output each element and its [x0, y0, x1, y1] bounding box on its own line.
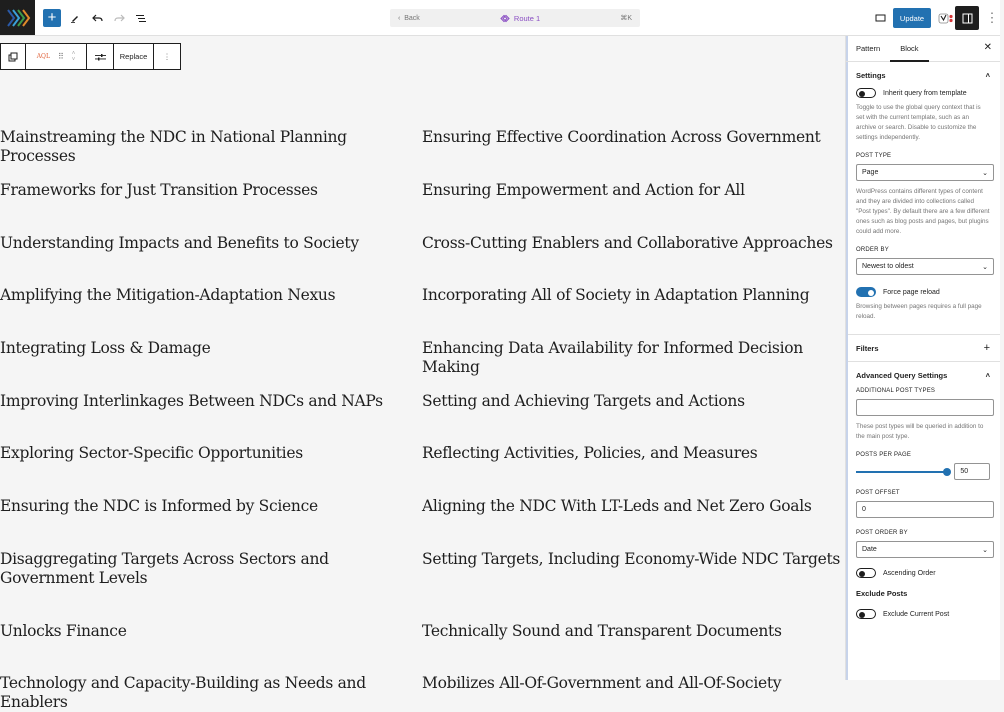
post-title-link[interactable]: Aligning the NDC With LT-Leds and Net Zero Goals — [422, 497, 812, 515]
additional-post-types-help: These post types will be queried in addition to the main post type. — [856, 423, 984, 440]
exclude-current-label: Exclude Current Post — [883, 610, 950, 618]
post-title-link[interactable]: Amplifying the Mitigation-Adaptation Nexus — [0, 286, 336, 304]
post-title-link[interactable]: Ensuring Empowerment and Action for All — [422, 181, 745, 199]
close-icon[interactable]: ✕ — [983, 42, 992, 53]
post-offset-input[interactable]: 0 — [856, 501, 994, 518]
settings-panel-icon[interactable] — [955, 6, 979, 30]
post-title-link[interactable]: Incorporating All of Society in Adaptation Planning — [422, 286, 810, 304]
pattern-diamond-icon — [500, 14, 510, 23]
editor-canvas[interactable] — [0, 36, 845, 711]
block-type-group[interactable] — [26, 44, 87, 69]
chevron-up-icon: ˄ — [985, 370, 990, 380]
post-type-value: Page — [862, 169, 879, 176]
block-toolbar — [0, 43, 181, 70]
settings-title: Settings — [856, 70, 886, 80]
editor-topbar — [0, 0, 1000, 36]
chevron-down-icon: ⌄ — [982, 546, 988, 554]
post-title-link[interactable]: Understanding Impacts and Benefits to Society — [0, 234, 359, 252]
list-view-icon[interactable] — [129, 6, 153, 30]
site-logo-icon — [5, 7, 31, 29]
inherit-query-help: Toggle to use the global query context that is set with the current template, such as an archive or search. Disable to customize the settings independently. — [856, 104, 981, 141]
force-reload-label: Force page reload — [883, 288, 940, 296]
update-button[interactable]: Update — [893, 8, 931, 28]
back-label: Back — [404, 14, 420, 22]
force-reload-toggle-row — [856, 287, 990, 297]
post-title-link[interactable]: Mobilizes All-Of-Government and All-Of-Society — [422, 674, 782, 692]
order-by-select[interactable] — [856, 258, 994, 275]
chevron-down-icon: ⌄ — [982, 169, 988, 177]
posts-per-page-input[interactable]: 50 — [954, 463, 990, 480]
settings-panel-header[interactable] — [846, 62, 1000, 88]
post-order-by-select[interactable] — [856, 541, 994, 558]
post-title-link[interactable]: Mainstreaming the NDC in National Planning Processes — [0, 128, 347, 165]
order-by-value: Newest to oldest — [862, 263, 914, 270]
settings-sidebar — [845, 36, 1000, 680]
post-title-link[interactable]: Integrating Loss & Damage — [0, 339, 211, 357]
edit-pen-icon[interactable] — [63, 6, 87, 30]
order-by-label: ORDER BY — [856, 247, 889, 253]
display-settings-button[interactable] — [87, 44, 114, 69]
post-title-link[interactable]: Ensuring the NDC is Informed by Science — [0, 497, 318, 515]
post-title-link[interactable]: Technically Sound and Transparent Documents — [422, 622, 782, 640]
tab-block[interactable]: Block — [890, 36, 928, 62]
drag-handle-icon[interactable]: ⠿ — [57, 52, 64, 61]
post-title-link[interactable]: Enhancing Data Availability for Informed Decision Making — [422, 339, 803, 376]
post-title-link[interactable]: Disaggregating Targets Across Sectors and Government Levels — [0, 550, 329, 587]
advanced-query-header[interactable] — [846, 362, 1000, 388]
exclude-posts-title: Exclude Posts — [856, 589, 908, 598]
posts-per-page-slider[interactable] — [856, 471, 948, 473]
advanced-query-title: Advanced Query Settings — [856, 370, 948, 380]
post-title-link[interactable]: Exploring Sector-Specific Opportunities — [0, 444, 303, 462]
post-title-link[interactable]: Setting and Achieving Targets and Actions — [422, 392, 745, 410]
post-title-link[interactable]: Reflecting Activities, Policies, and Measures — [422, 444, 758, 462]
posts-per-page-control — [856, 463, 990, 480]
post-type-help: WordPress contains different types of content and they are divided into collections called "Post types". By default there are a few different ones such as blog posts and pages, but plugins could add more. — [856, 188, 990, 235]
parent-block-button[interactable] — [1, 44, 26, 69]
chevron-down-icon: ⌄ — [982, 263, 988, 271]
undo-icon[interactable] — [85, 6, 109, 30]
slider-thumb[interactable] — [943, 468, 951, 476]
post-title-link[interactable]: Technology and Capacity-Building as Needs and Enablers — [0, 674, 366, 711]
post-order-by-value: Date — [862, 546, 877, 553]
command-palette-bar[interactable] — [390, 9, 640, 27]
inherit-query-label: Inherit query from template — [883, 89, 967, 97]
replace-button[interactable]: Replace — [114, 44, 154, 69]
posts-per-page-label: POSTS PER PAGE — [856, 452, 912, 458]
duplicate-icon — [8, 52, 18, 62]
force-reload-toggle[interactable] — [856, 287, 876, 297]
ascending-order-toggle[interactable] — [856, 568, 876, 578]
post-title-link[interactable]: Unlocks Finance — [0, 622, 127, 640]
sidebar-tabs — [846, 36, 1000, 62]
sidebar-scrollbar[interactable] — [846, 36, 848, 680]
ascending-toggle-row — [856, 568, 990, 578]
post-title-link[interactable]: Setting Targets, Including Economy-Wide NDC Targets — [422, 550, 841, 568]
back-link[interactable]: ‹ Back — [398, 14, 420, 22]
inherit-query-toggle-row — [856, 88, 990, 98]
site-logo[interactable] — [0, 0, 35, 35]
ascending-order-label: Ascending Order — [883, 569, 936, 577]
add-block-icon[interactable]: + — [43, 9, 61, 27]
additional-post-types-label: ADDITIONAL POST TYPES — [856, 388, 936, 394]
move-up-down-icon[interactable]: ˄ ˅ — [71, 50, 76, 63]
settings-panel — [846, 62, 1000, 335]
post-order-by-label: POST ORDER BY — [856, 530, 908, 536]
additional-post-types-input[interactable] — [856, 399, 994, 416]
block-options-icon[interactable]: ⋮ — [163, 52, 171, 61]
route-label: Route 1 — [513, 13, 541, 23]
post-offset-label: POST OFFSET — [856, 490, 900, 496]
inherit-query-toggle[interactable] — [856, 88, 876, 98]
preview-device-icon[interactable] — [868, 6, 892, 30]
redo-icon[interactable] — [107, 6, 131, 30]
options-kebab-icon[interactable]: ⋮ — [985, 10, 999, 25]
post-title-link[interactable]: Improving Interlinkages Between NDCs and NAPs — [0, 392, 383, 410]
post-title-link[interactable]: Ensuring Effective Coordination Across Government — [422, 128, 821, 146]
filters-panel — [846, 335, 1000, 362]
sliders-icon — [95, 53, 106, 61]
tab-pattern[interactable]: Pattern — [856, 43, 881, 53]
chevron-up-icon: ˄ — [985, 70, 990, 80]
exclude-current-toggle-row — [856, 609, 990, 619]
route-title — [500, 14, 540, 23]
exclude-current-toggle[interactable] — [856, 609, 876, 619]
post-title-link[interactable]: Cross-Cutting Enablers and Collaborative Approaches — [422, 234, 833, 252]
filters-title: Filters — [856, 343, 879, 353]
filters-panel-header[interactable] — [846, 335, 1000, 361]
post-type-select[interactable] — [856, 164, 994, 181]
aql-block-label: AQL — [36, 53, 50, 60]
advanced-query-panel — [846, 362, 1000, 634]
force-reload-help: Browsing between pages requires a full page reload. — [856, 303, 982, 320]
plus-icon: + — [983, 342, 990, 354]
shortcut-hint: ⌘K — [620, 15, 632, 22]
post-type-label: POST TYPE — [856, 153, 892, 159]
post-title-link[interactable]: Frameworks for Just Transition Processes — [0, 181, 318, 199]
